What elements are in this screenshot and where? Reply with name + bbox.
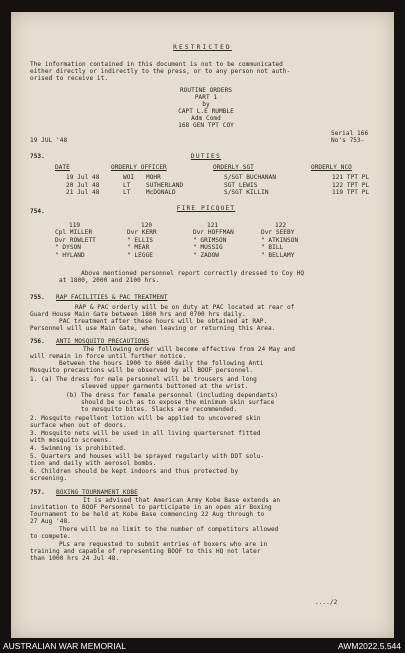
picquet-member: " DYSON bbox=[55, 244, 82, 251]
mosquito-line-10: 2. Mosquito repellent lotion will be applied to uncovered skin bbox=[30, 415, 261, 422]
section-756-number: 756. bbox=[30, 338, 45, 345]
orders-author: CAPT L.E RUMBLE bbox=[178, 108, 234, 115]
boxing-line-2: invitation to BOOF Personnel to participate in an open air Boxing bbox=[30, 504, 272, 511]
duties-nco-cell: 122 TPT PL bbox=[332, 181, 370, 189]
notice-line-3: orised to receive it. bbox=[30, 75, 109, 82]
boxing-line-3: Tournament to be held at Kobe Base commencing 22 Aug through to bbox=[30, 511, 265, 518]
orders-title: ROUTINE ORDERS bbox=[179, 87, 233, 94]
picquet-member: " ELLIS bbox=[127, 236, 154, 244]
picquet-member: " HYLAND bbox=[55, 251, 85, 259]
duties-col-nco: ORDERLY NCO bbox=[311, 164, 352, 171]
mosquito-line-3: Between the hours 1900 to 0600 daily the following Anti bbox=[59, 360, 264, 367]
orders-by: by bbox=[202, 101, 210, 108]
orders-unit: 168 GEN TPT COY bbox=[178, 122, 234, 129]
mosquito-line-14: 4. Swimming is prohibited. bbox=[30, 445, 127, 452]
duties-rank-cell: LT bbox=[123, 189, 131, 196]
picquet-member: Dvr KERR bbox=[127, 229, 157, 236]
boxing-line-8: training and capable of representing BOOF to this HQ not later bbox=[30, 548, 261, 555]
section-755-number: 755. bbox=[30, 294, 45, 301]
mosquito-line-13: with mosquito screens. bbox=[30, 437, 112, 444]
picquet-text-1: Above mentioned personnel report correctly dressed to Coy HQ bbox=[81, 270, 305, 277]
duties-col-officer: ORDERLY OFFICER bbox=[111, 164, 167, 171]
mosquito-line-5: 1. (a) The dress for male personnel will be trousers and long bbox=[30, 376, 257, 383]
footer-institution: AUSTRALIAN WAR MEMORIAL bbox=[3, 641, 126, 651]
section-753-number: 753. bbox=[30, 153, 45, 160]
mosquito-line-6: sleeved upper garments buttoned at the wrist. bbox=[81, 383, 249, 390]
picquet-platoon-number: 120 bbox=[141, 222, 153, 229]
mosquito-line-18: screening. bbox=[30, 475, 68, 482]
boxing-line-6: to compete. bbox=[30, 533, 71, 540]
duties-date-cell: 20 Jul 48 bbox=[66, 181, 100, 189]
picquet-member: " ZADOW bbox=[193, 251, 220, 259]
mosquito-line-8: should be such as to expose the minimum skin surface bbox=[81, 399, 275, 406]
duties-date-cell: 19 Jul 48 bbox=[66, 174, 100, 181]
serial-number: Serial 166 bbox=[331, 130, 369, 137]
picquet-member: Cpl MILLER bbox=[55, 229, 93, 236]
mosquito-line-15: 5. Quarters and houses will be sprayed regularly with DDT solu- bbox=[30, 453, 265, 460]
picquet-member: Dvr ROWLETT bbox=[55, 236, 96, 244]
mosquito-line-1: The following order will become effective from 24 May and bbox=[83, 346, 295, 353]
orders-date: 19 JUL '48 bbox=[30, 137, 68, 144]
picquet-member: " GRIMSON bbox=[193, 236, 227, 244]
duties-sgt-cell: SGT LEWIS bbox=[224, 181, 258, 189]
section-757-heading: BOXING TOURNAMENT KOBE bbox=[56, 489, 138, 496]
section-755-heading: RAP FACILITIES & PAC TREATMENT bbox=[56, 294, 168, 301]
boxing-line-5: There will be no limit to the number of competitors allowed bbox=[59, 526, 279, 533]
order-numbers: No's 753- bbox=[331, 137, 365, 144]
notice-line-2: either directly or indirectly to the press, or to any person not auth- bbox=[30, 68, 291, 75]
footer-accession-number: AWM2022.5.544 bbox=[338, 641, 401, 651]
mosquito-line-9: to mosquito bites. Slacks are recommended. bbox=[81, 406, 238, 413]
section-756-heading: ANTI MOSQUITO PRECAUTIONS bbox=[56, 338, 149, 345]
mosquito-line-17: 6. Children should be kept indoors and thus protected by bbox=[30, 468, 239, 475]
picquet-platoon-number: 122 bbox=[275, 222, 287, 229]
orders-role: Adm Comd bbox=[191, 115, 221, 122]
rap-line-3: PAC treatment after these hours will be obtained at RAP. bbox=[59, 318, 268, 325]
duties-nco-cell: 121 TPT PL bbox=[332, 174, 370, 181]
section-754-number: 754. bbox=[30, 208, 45, 215]
mosquito-line-2: will remain in force until further notice. bbox=[30, 353, 187, 360]
duties-officer-cell: McDONALD bbox=[146, 189, 176, 196]
boxing-line-4: 27 Aug '48. bbox=[30, 518, 71, 525]
mosquito-line-11: surface when out of doors. bbox=[30, 422, 127, 429]
duties-date-cell: 21 Jul 48 bbox=[66, 189, 100, 196]
page-continuation: ..../2 bbox=[315, 599, 338, 606]
duties-nco-cell: 119 TPT PL bbox=[332, 189, 370, 196]
rap-line-1: RAP & PAC orderly will be on duty at PAC located at rear of bbox=[75, 304, 295, 311]
mosquito-line-7: (b) The dress for female personnel (including dependants) bbox=[66, 392, 278, 399]
picquet-member: " MUSSIG bbox=[193, 244, 223, 251]
duties-rank-cell: LT bbox=[123, 181, 131, 189]
picquet-member: " ATKINSON bbox=[261, 236, 299, 244]
picquet-platoon-number: 121 bbox=[207, 222, 219, 229]
picquet-member: " BILL bbox=[261, 244, 284, 251]
document-page bbox=[11, 12, 394, 638]
picquet-member: Dvr HOFFMAN bbox=[193, 229, 234, 236]
picquet-text-2: at 1800, 2000 and 2100 hrs. bbox=[59, 277, 160, 284]
picquet-member: " LEGGE bbox=[127, 251, 154, 259]
duties-officer-cell: SUTHERLAND bbox=[146, 181, 184, 189]
boxing-line-7: PLs are requested to submit entries of boxers who are in bbox=[59, 541, 268, 548]
picquet-member: " BELLAMY bbox=[261, 251, 295, 259]
duties-sgt-cell: S/SGT KILLIN bbox=[224, 189, 269, 196]
duties-rank-cell: WOI bbox=[123, 174, 135, 181]
rap-line-2: Guard House Main Gate between 1800 hrs and 0700 hrs daily. bbox=[30, 311, 246, 318]
mosquito-line-16: tion and daily with aerosol bombs. bbox=[30, 460, 157, 467]
mosquito-line-4: Mosquito precautions will be observed by all BOOF personnel. bbox=[30, 367, 254, 374]
duties-col-sgt: ORDERLY SGT bbox=[213, 164, 254, 171]
notice-line-1: The information contained in this document is not to be communicated bbox=[30, 61, 283, 68]
classification-heading: RESTRICTED bbox=[173, 44, 232, 51]
duties-col-date: DATE bbox=[55, 164, 70, 171]
duties-officer-cell: MOHR bbox=[146, 174, 161, 181]
boxing-line-9: than 1000 hrs 24 Jul 48. bbox=[30, 555, 120, 562]
picquet-member: " MEAR bbox=[127, 244, 150, 251]
archive-footer bbox=[0, 640, 405, 653]
section-757-number: 757. bbox=[30, 489, 45, 496]
rap-line-4: Personnel will use Main Gate, when leaving or returning this Area. bbox=[30, 325, 276, 332]
section-754-heading: FIRE PICQUET bbox=[176, 205, 236, 212]
mosquito-line-12: 3. Mosquito nets will be used in all living quartersnot fitted bbox=[30, 430, 261, 437]
boxing-line-1: It is advised that American Army Kobe Base extends an bbox=[83, 497, 281, 504]
picquet-member: Dvr SEEBY bbox=[261, 229, 295, 236]
duties-sgt-cell: S/SGT BUCHANAN bbox=[224, 174, 277, 181]
section-753-heading: DUTIES bbox=[190, 153, 222, 160]
picquet-platoon-number: 119 bbox=[69, 222, 81, 229]
orders-part: PART 1 bbox=[194, 94, 218, 101]
